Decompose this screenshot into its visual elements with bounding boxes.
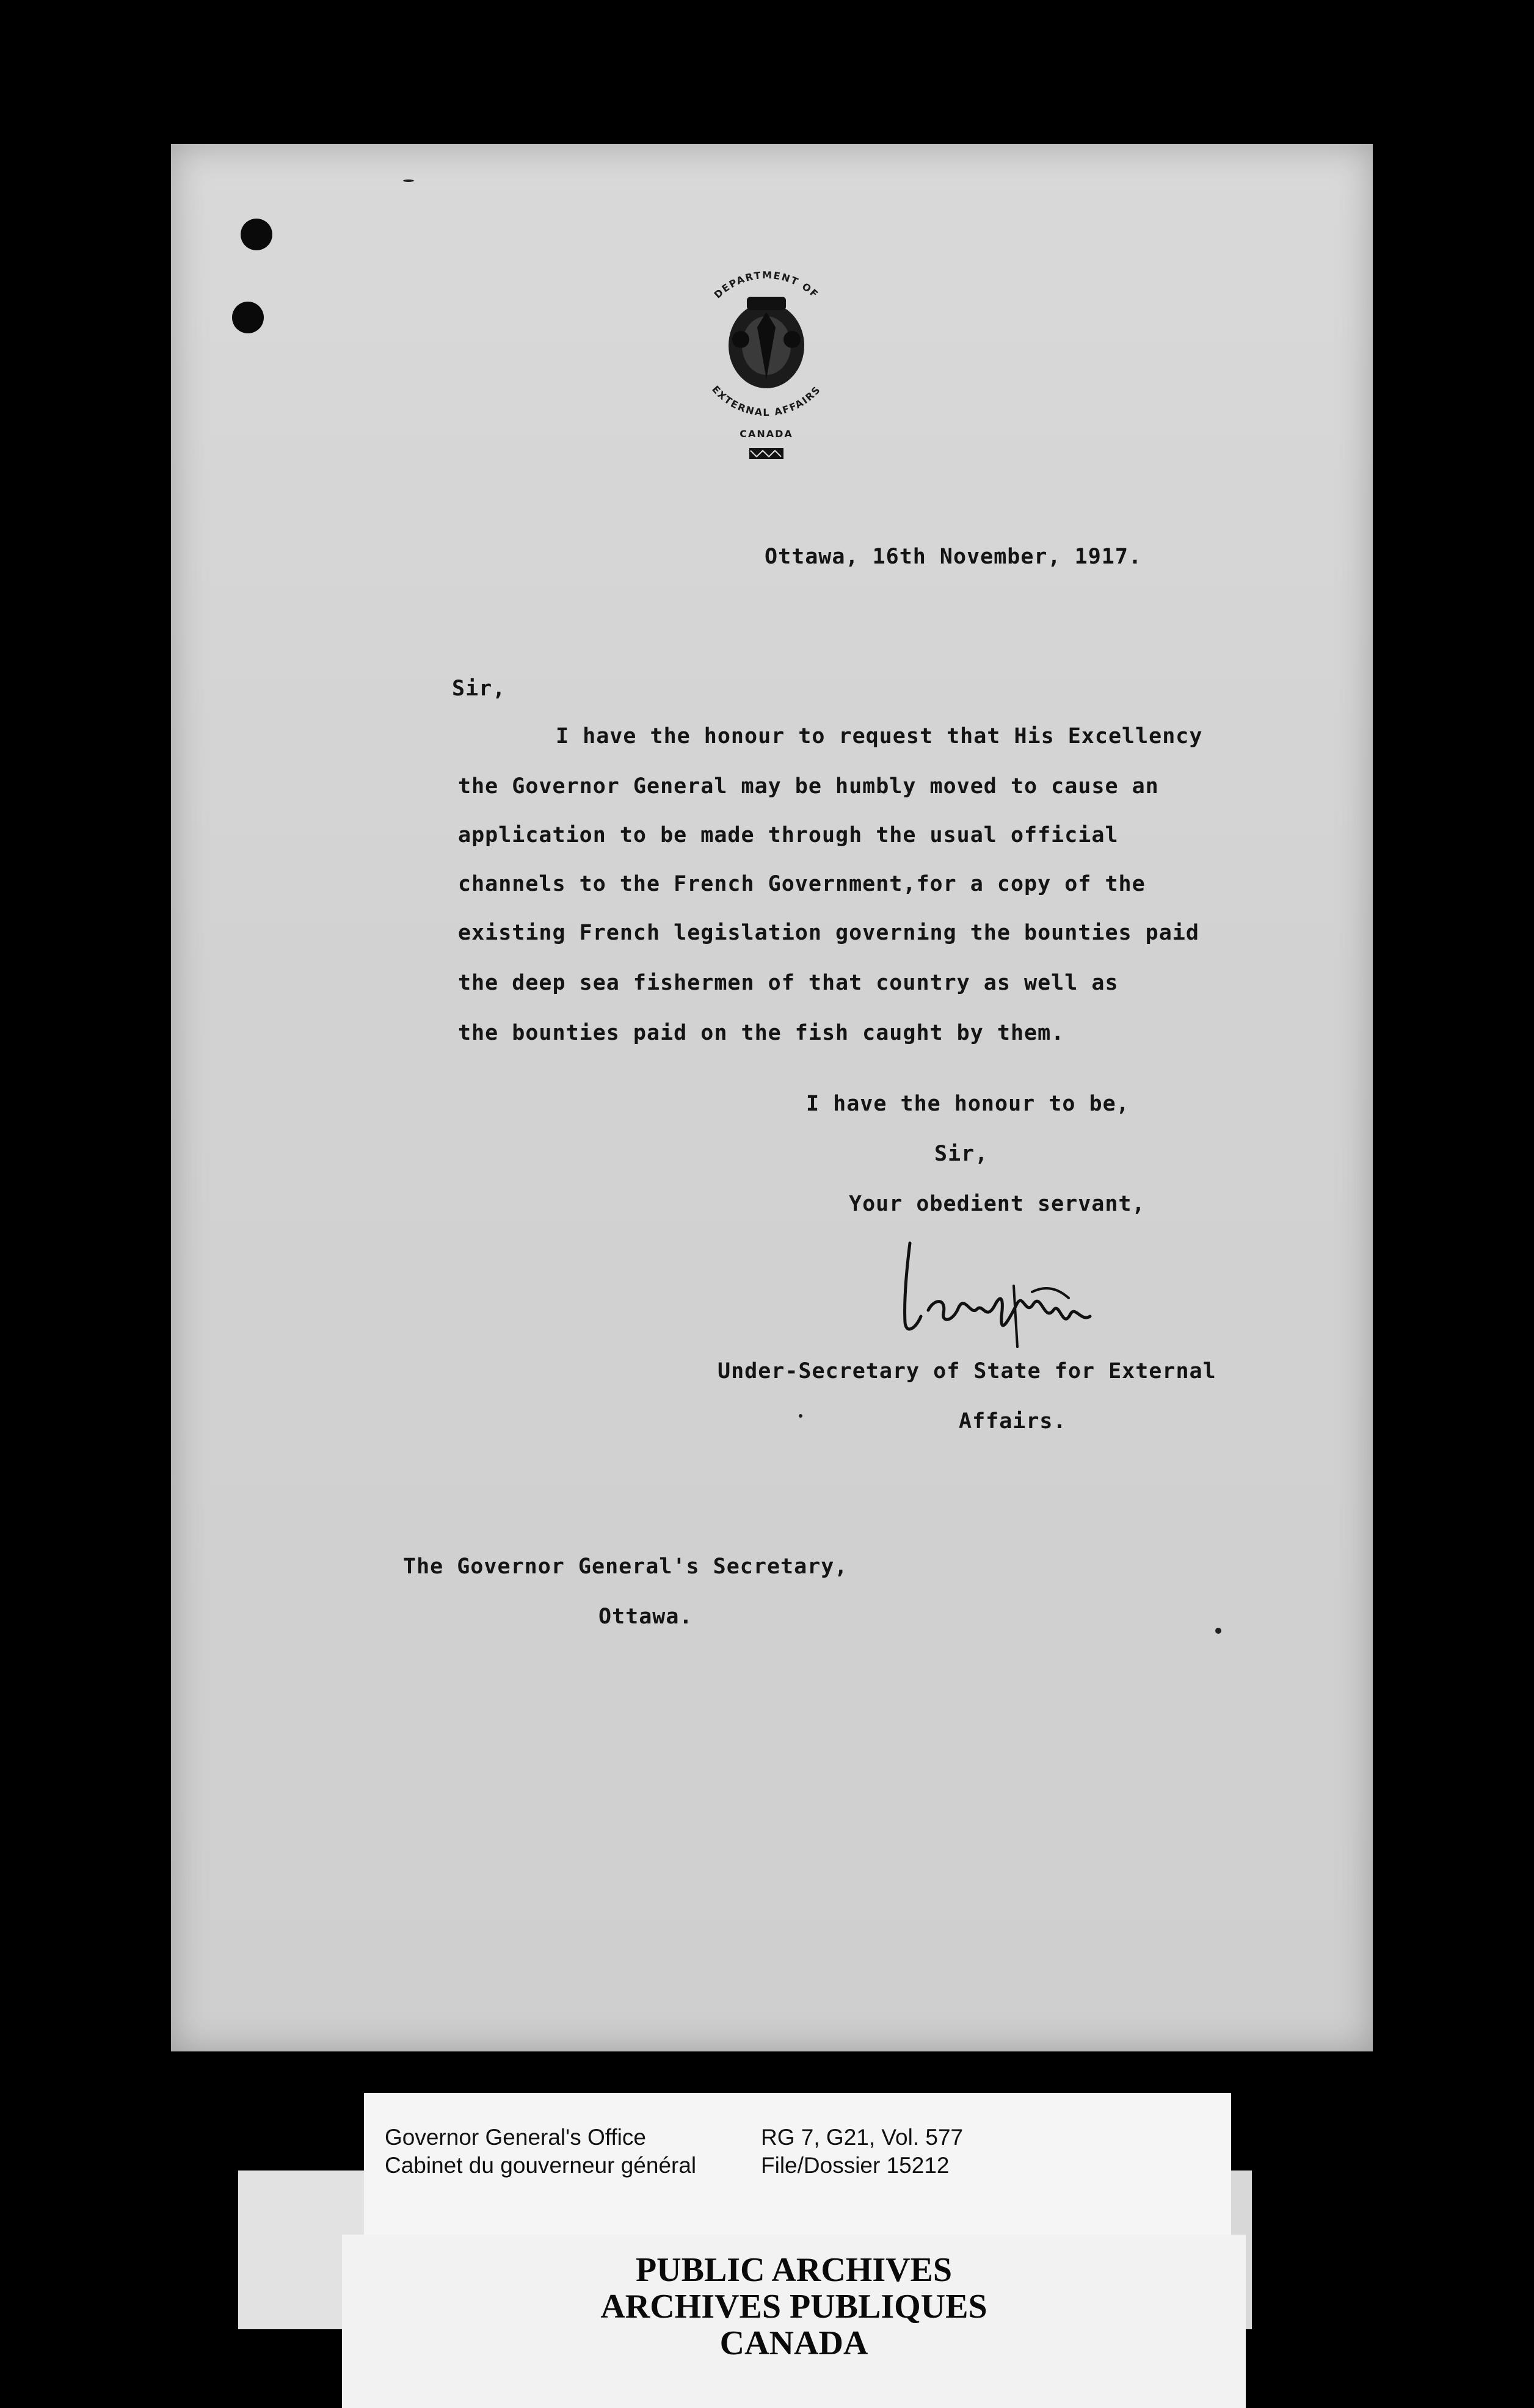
stamp-line-country: CANADA bbox=[719, 2324, 868, 2362]
closing-line: Your obedient servant, bbox=[849, 1192, 1146, 1216]
file-number: File/Dossier 15212 bbox=[761, 2153, 950, 2178]
svg-text:CANADA: CANADA bbox=[740, 428, 793, 440]
body-line: existing French legislation governing the bounties paid bbox=[458, 921, 1199, 945]
paper-speck bbox=[1215, 1628, 1221, 1634]
closing-line: Sir, bbox=[934, 1142, 989, 1166]
punch-hole-top bbox=[241, 219, 272, 250]
svg-text:EXTERNAL AFFAIRS: EXTERNAL AFFAIRS bbox=[710, 383, 823, 419]
stamp-line-english: PUBLIC ARCHIVES bbox=[635, 2251, 953, 2289]
body-line: the Governor General may be humbly moved to cause an bbox=[458, 774, 1159, 799]
addressee-line: Ottawa. bbox=[598, 1605, 693, 1629]
closing-line: I have the honour to be, bbox=[806, 1092, 1130, 1116]
salutation: Sir, bbox=[452, 676, 506, 701]
stamp-line-french: ARCHIVES PUBLIQUES bbox=[600, 2288, 987, 2326]
office-english: Governor General's Office bbox=[385, 2125, 646, 2150]
body-line: I have the honour to request that His Excellency bbox=[556, 724, 1203, 749]
archives-stamp-card bbox=[342, 2235, 1246, 2408]
body-line: channels to the French Government,for a copy of the bbox=[458, 872, 1146, 896]
department-seal-icon bbox=[675, 254, 858, 474]
svg-text:DEPARTMENT OF: DEPARTMENT OF bbox=[711, 269, 821, 301]
punch-hole-bottom bbox=[232, 302, 264, 333]
paper-speck bbox=[799, 1414, 802, 1418]
signatory-title: Affairs. bbox=[959, 1409, 1067, 1434]
body-line: the bounties paid on the fish caught by them. bbox=[458, 1021, 1065, 1045]
record-group-reference: RG 7, G21, Vol. 577 bbox=[761, 2125, 964, 2150]
signatory-title: Under-Secretary of State for External bbox=[718, 1359, 1216, 1384]
office-french: Cabinet du gouverneur général bbox=[385, 2153, 697, 2178]
letter-page bbox=[171, 144, 1373, 2051]
archive-reference-card bbox=[364, 2093, 1231, 2258]
date-line: Ottawa, 16th November, 1917. bbox=[765, 545, 1143, 569]
body-line: application to be made through the usual official bbox=[458, 823, 1119, 847]
addressee-line: The Governor General's Secretary, bbox=[403, 1554, 848, 1579]
paper-speck bbox=[403, 180, 414, 182]
body-line: the deep sea fishermen of that country as well as bbox=[458, 971, 1119, 995]
